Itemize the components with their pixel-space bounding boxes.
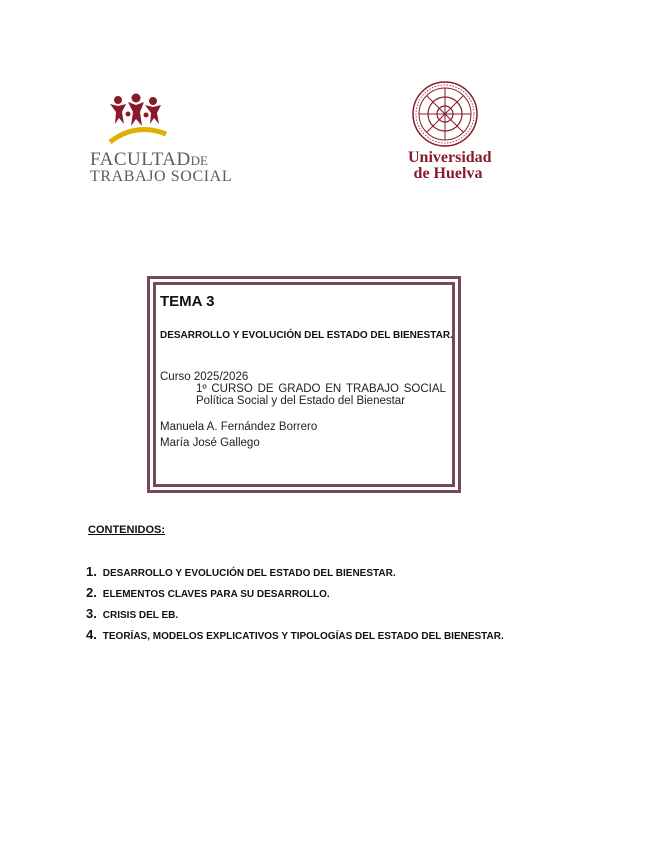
list-item: 4. TEORÍAS, MODELOS EXPLICATIVOS Y TIPOLOGÍAS DEL ESTADO DEL BIENESTAR. — [86, 627, 504, 642]
list-item: 2. ELEMENTOS CLAVES PARA SU DESARROLLO. — [86, 585, 330, 600]
author-name: María José Gallego — [160, 437, 260, 449]
universidad-huelva-logo — [405, 80, 492, 188]
tema-title: TEMA 3 — [160, 293, 215, 310]
authors — [160, 419, 450, 451]
universidad-name: Universidad de Huelva — [408, 149, 492, 182]
facultad-name-line2: TRABAJO SOCIAL — [90, 168, 233, 185]
list-item: 1. DESARROLLO Y EVOLUCIÓN DEL ESTADO DEL BIENESTAR. — [86, 564, 396, 579]
facultad-figures-icon — [88, 92, 198, 152]
tema-subtitle: DESARROLLO Y EVOLUCIÓN DEL ESTADO DEL BIENESTAR. — [160, 330, 453, 341]
facultad-trabajo-social-logo — [88, 92, 233, 187]
contents-heading: CONTENIDOS: — [88, 524, 165, 536]
list-item: 3. CRISIS DEL EB. — [86, 606, 179, 621]
course-year: Curso 2025/2026 — [160, 371, 249, 383]
contents-list — [86, 564, 504, 648]
subject-name: Política Social y del Estado del Bienestar — [196, 395, 406, 407]
cover-content — [160, 293, 453, 451]
facultad-name-line1: FACULTADDE — [90, 149, 209, 170]
degree-line: 1º CURSO DE GRADO EN TRABAJO SOCIAL — [196, 383, 446, 395]
university-seal-icon — [405, 80, 485, 150]
author-name: Manuela A. Fernández Borrero — [160, 421, 318, 433]
cover-box — [147, 276, 461, 493]
